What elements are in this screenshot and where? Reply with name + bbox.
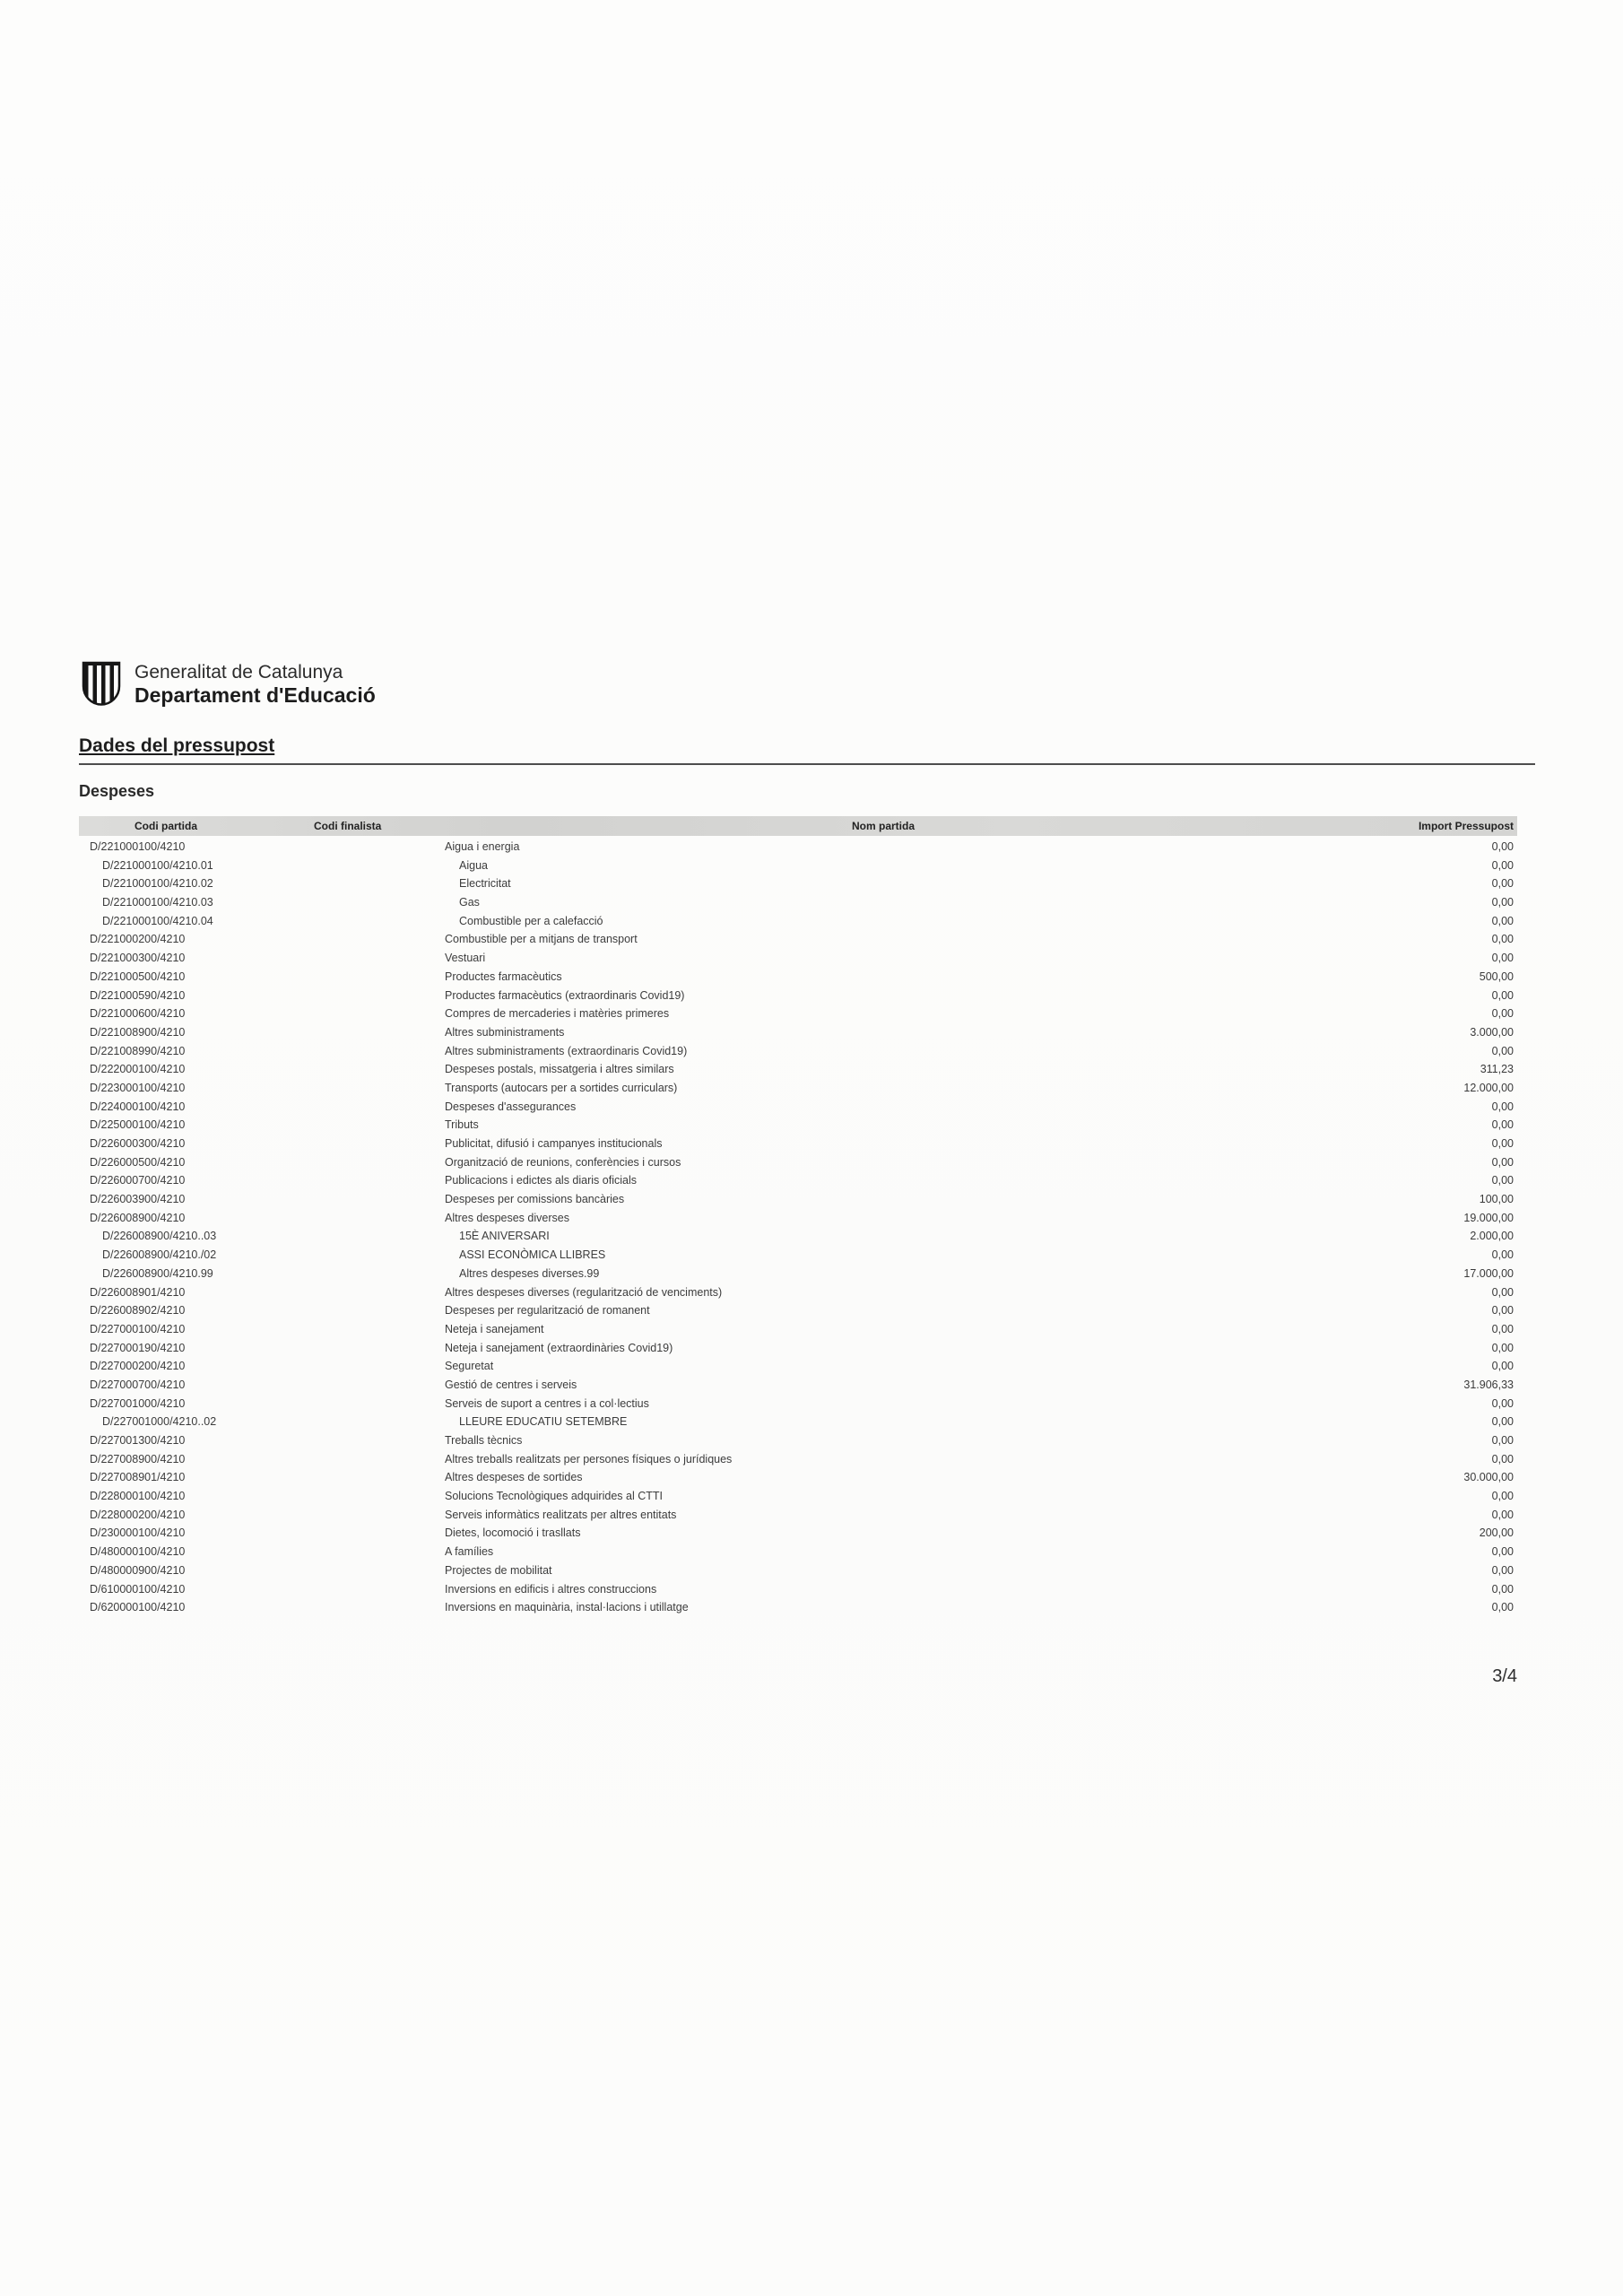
codi-partida-cell: D/221000600/4210	[90, 1007, 186, 1021]
table-row	[79, 1413, 1517, 1431]
import-pressupost-cell: 0,00	[1491, 1360, 1514, 1373]
import-pressupost-cell: 0,00	[1491, 1285, 1514, 1299]
nom-partida-cell: Neteja i sanejament (extraordinàries Covid19)	[445, 1341, 673, 1354]
table-row	[79, 912, 1517, 931]
import-pressupost-cell: 0,00	[1491, 1545, 1514, 1559]
nom-partida-cell: Inversions en edificis i altres construccions	[445, 1582, 657, 1596]
nom-partida-cell: Aigua	[459, 858, 488, 872]
import-pressupost-cell: 0,00	[1491, 840, 1514, 853]
import-pressupost-cell: 0,00	[1491, 1601, 1514, 1614]
table-row	[79, 1098, 1517, 1117]
nom-partida-cell: Despeses per regularització de romanent	[445, 1304, 650, 1318]
page-number: 3/4	[1492, 1666, 1517, 1686]
table-row	[79, 1376, 1517, 1395]
import-pressupost-cell: 0,00	[1491, 896, 1514, 909]
nom-partida-cell: Altres despeses diverses (regularització de venciments)	[445, 1285, 723, 1299]
table-row	[79, 1524, 1517, 1543]
codi-partida-cell: D/224000100/4210	[90, 1100, 186, 1113]
import-pressupost-cell: 200,00	[1479, 1526, 1514, 1540]
col-header-codi-finalista: Codi finalista	[314, 820, 382, 832]
table-row	[79, 930, 1517, 949]
import-pressupost-cell: 0,00	[1491, 1563, 1514, 1577]
import-pressupost-cell: 0,00	[1491, 1322, 1514, 1335]
import-pressupost-cell: 30.000,00	[1463, 1471, 1514, 1484]
codi-partida-cell: D/227008901/4210	[90, 1471, 186, 1484]
codi-partida-cell: D/230000100/4210	[90, 1526, 186, 1540]
nom-partida-cell: Dietes, locomoció i trasllats	[445, 1526, 581, 1540]
table-row	[79, 838, 1517, 857]
table-rows	[79, 836, 1517, 1617]
table-row	[79, 1023, 1517, 1042]
nom-partida-cell: Serveis de suport a centres i a col·lectius	[445, 1396, 649, 1410]
nom-partida-cell: Projectes de mobilitat	[445, 1563, 552, 1577]
table-row	[79, 1487, 1517, 1506]
nom-partida-cell: Publicitat, difusió i campanyes institucionals	[445, 1137, 663, 1150]
import-pressupost-cell: 0,00	[1491, 1490, 1514, 1503]
table-row	[79, 1209, 1517, 1228]
section-title-rule	[79, 735, 1535, 765]
codi-partida-cell: D/221000100/4210.01	[102, 858, 213, 872]
codi-partida-cell: D/227008900/4210	[90, 1452, 186, 1465]
import-pressupost-cell: 0,00	[1491, 1508, 1514, 1521]
codi-partida-cell: D/221000200/4210	[90, 933, 186, 946]
import-pressupost-cell: 0,00	[1491, 1100, 1514, 1113]
import-pressupost-cell: 0,00	[1491, 952, 1514, 965]
table-row	[79, 1543, 1517, 1561]
codi-partida-cell: D/226008900/4210..03	[102, 1230, 217, 1243]
table-row	[79, 1506, 1517, 1525]
table-row	[79, 1395, 1517, 1413]
codi-partida-cell: D/221008900/4210	[90, 1025, 186, 1039]
codi-partida-cell: D/480000100/4210	[90, 1545, 186, 1559]
nom-partida-cell: Neteja i sanejament	[445, 1322, 544, 1335]
import-pressupost-cell: 31.906,33	[1463, 1378, 1514, 1391]
table-row	[79, 1301, 1517, 1320]
codi-partida-cell: D/226008900/4210.99	[102, 1266, 213, 1280]
codi-partida-cell: D/226008900/4210./02	[102, 1248, 217, 1262]
codi-partida-cell: D/480000900/4210	[90, 1563, 186, 1577]
import-pressupost-cell: 0,00	[1491, 1341, 1514, 1354]
nom-partida-cell: Altres despeses diverses.99	[459, 1266, 600, 1280]
codi-partida-cell: D/227000190/4210	[90, 1341, 186, 1354]
table-row	[79, 857, 1517, 875]
codi-partida-cell: D/227000100/4210	[90, 1322, 186, 1335]
table-row	[79, 1450, 1517, 1469]
nom-partida-cell: Combustible per a calefacció	[459, 914, 603, 927]
import-pressupost-cell: 311,23	[1480, 1063, 1514, 1076]
import-pressupost-cell: 0,00	[1491, 877, 1514, 891]
table-row	[79, 1561, 1517, 1580]
codi-partida-cell: D/226000500/4210	[90, 1155, 186, 1169]
table-row	[79, 1246, 1517, 1265]
nom-partida-cell: Seguretat	[445, 1360, 494, 1373]
nom-partida-cell: Electricitat	[459, 877, 511, 891]
section-title: Dades del pressupost	[79, 735, 275, 756]
nom-partida-cell: Aigua i energia	[445, 840, 520, 853]
table-row	[79, 1431, 1517, 1450]
import-pressupost-cell: 0,00	[1491, 1007, 1514, 1021]
nom-partida-cell: A famílies	[445, 1545, 494, 1559]
codi-partida-cell: D/620000100/4210	[90, 1601, 186, 1614]
codi-partida-cell: D/226000700/4210	[90, 1174, 186, 1187]
table-row	[79, 949, 1517, 968]
nom-partida-cell: Serveis informàtics realitzats per altres entitats	[445, 1508, 677, 1521]
table-row	[79, 968, 1517, 987]
table-row	[79, 1116, 1517, 1135]
table-row	[79, 1468, 1517, 1487]
col-header-nom-partida: Nom partida	[852, 820, 916, 832]
nom-partida-cell: Solucions Tecnològiques adquirides al CTTI	[445, 1490, 663, 1503]
table-row	[79, 987, 1517, 1005]
import-pressupost-cell: 100,00	[1479, 1193, 1514, 1206]
import-pressupost-cell: 0,00	[1491, 1415, 1514, 1429]
codi-partida-cell: D/226003900/4210	[90, 1193, 186, 1206]
nom-partida-cell: LLEURE EDUCATIU SETEMBRE	[459, 1415, 628, 1429]
nom-partida-cell: Productes farmacèutics (extraordinaris Covid19)	[445, 988, 685, 1002]
table-header	[79, 816, 1517, 836]
nom-partida-cell: 15È ANIVERSARI	[459, 1230, 550, 1243]
codi-partida-cell: D/222000100/4210	[90, 1063, 186, 1076]
table-row	[79, 1135, 1517, 1153]
codi-partida-cell: D/227001000/4210	[90, 1396, 186, 1410]
nom-partida-cell: Tributs	[445, 1118, 479, 1132]
table-row	[79, 1320, 1517, 1339]
codi-partida-cell: D/227000200/4210	[90, 1360, 186, 1373]
import-pressupost-cell: 0,00	[1491, 1137, 1514, 1150]
import-pressupost-cell: 0,00	[1491, 1582, 1514, 1596]
codi-partida-cell: D/221000100/4210.02	[102, 877, 213, 891]
codi-partida-cell: D/226008901/4210	[90, 1285, 186, 1299]
dept-name: Departament d'Educació	[135, 683, 376, 707]
import-pressupost-cell: 0,00	[1491, 1155, 1514, 1169]
import-pressupost-cell: 0,00	[1491, 988, 1514, 1002]
nom-partida-cell: Despeses postals, missatgeria i altres similars	[445, 1063, 674, 1076]
codi-partida-cell: D/227001300/4210	[90, 1434, 186, 1447]
import-pressupost-cell: 12.000,00	[1463, 1081, 1514, 1094]
import-pressupost-cell: 0,00	[1491, 858, 1514, 872]
table-row	[79, 1265, 1517, 1283]
table-row	[79, 1357, 1517, 1376]
nom-partida-cell: Altres subministraments	[445, 1025, 565, 1039]
codi-partida-cell: D/221000300/4210	[90, 952, 186, 965]
codi-partida-cell: D/227001000/4210..02	[102, 1415, 217, 1429]
table-row	[79, 1339, 1517, 1358]
nom-partida-cell: Publicacions i edictes als diaris oficials	[445, 1174, 637, 1187]
col-header-codi-partida: Codi partida	[135, 820, 198, 832]
codi-partida-cell: D/221000500/4210	[90, 970, 186, 983]
nom-partida-cell: Productes farmacèutics	[445, 970, 562, 983]
table-row	[79, 1227, 1517, 1246]
table-row	[79, 1153, 1517, 1172]
table-row	[79, 1171, 1517, 1190]
nom-partida-cell: Altres despeses de sortides	[445, 1471, 583, 1484]
nom-partida-cell: Organització de reunions, conferències i cursos	[445, 1155, 681, 1169]
codi-partida-cell: D/225000100/4210	[90, 1118, 186, 1132]
table-row	[79, 1079, 1517, 1098]
codi-partida-cell: D/221000100/4210.04	[102, 914, 213, 927]
codi-partida-cell: D/228000200/4210	[90, 1508, 186, 1521]
codi-partida-cell: D/226008902/4210	[90, 1304, 186, 1318]
import-pressupost-cell: 17.000,00	[1463, 1266, 1514, 1280]
table-row	[79, 1042, 1517, 1061]
import-pressupost-cell: 0,00	[1491, 1434, 1514, 1447]
subsection-title: Despeses	[79, 782, 155, 800]
import-pressupost-cell: 0,00	[1491, 914, 1514, 927]
col-header-import-pressupost: Import Pressupost	[1418, 820, 1514, 832]
import-pressupost-cell: 19.000,00	[1463, 1211, 1514, 1224]
nom-partida-cell: Despeses d'assegurances	[445, 1100, 577, 1113]
org-name: Generalitat de Catalunya	[135, 662, 343, 683]
import-pressupost-cell: 0,00	[1491, 1118, 1514, 1132]
codi-partida-cell: D/221008990/4210	[90, 1044, 186, 1057]
nom-partida-cell: Altres despeses diverses	[445, 1211, 569, 1224]
table-row	[79, 874, 1517, 893]
nom-partida-cell: Treballs tècnics	[445, 1434, 523, 1447]
nom-partida-cell: ASSI ECONÒMICA LLIBRES	[459, 1248, 606, 1262]
import-pressupost-cell: 500,00	[1479, 970, 1514, 983]
import-pressupost-cell: 3.000,00	[1470, 1025, 1514, 1039]
nom-partida-cell: Altres subministraments (extraordinaris Covid19)	[445, 1044, 688, 1057]
import-pressupost-cell: 0,00	[1491, 1452, 1514, 1465]
table-row	[79, 1283, 1517, 1302]
nom-partida-cell: Despeses per comissions bancàries	[445, 1193, 625, 1206]
table-row	[79, 1004, 1517, 1023]
codi-partida-cell: D/221000100/4210.03	[102, 896, 213, 909]
import-pressupost-cell: 0,00	[1491, 1396, 1514, 1410]
codi-partida-cell: D/223000100/4210	[90, 1081, 186, 1094]
codi-partida-cell: D/227000700/4210	[90, 1378, 186, 1391]
table-row	[79, 1060, 1517, 1079]
table-row	[79, 893, 1517, 912]
nom-partida-cell: Gestió de centres i serveis	[445, 1378, 577, 1391]
nom-partida-cell: Gas	[459, 896, 480, 909]
codi-partida-cell: D/226000300/4210	[90, 1137, 186, 1150]
generalitat-shield-icon	[79, 660, 124, 707]
codi-partida-cell: D/226008900/4210	[90, 1211, 186, 1224]
import-pressupost-cell: 0,00	[1491, 1304, 1514, 1318]
nom-partida-cell: Vestuari	[445, 952, 486, 965]
letterhead	[79, 660, 376, 708]
import-pressupost-cell: 0,00	[1491, 1174, 1514, 1187]
import-pressupost-cell: 0,00	[1491, 1248, 1514, 1262]
nom-partida-cell: Transports (autocars per a sortides curriculars)	[445, 1081, 678, 1094]
import-pressupost-cell: 2.000,00	[1470, 1230, 1514, 1243]
nom-partida-cell: Altres treballs realitzats per persones físiques o jurídiques	[445, 1452, 733, 1465]
table-row	[79, 1598, 1517, 1617]
org-text-block	[135, 660, 376, 708]
nom-partida-cell: Inversions en maquinària, instal·lacions i utillatge	[445, 1601, 689, 1614]
import-pressupost-cell: 0,00	[1491, 933, 1514, 946]
nom-partida-cell: Combustible per a mitjans de transport	[445, 933, 638, 946]
table-row	[79, 1190, 1517, 1209]
import-pressupost-cell: 0,00	[1491, 1044, 1514, 1057]
nom-partida-cell: Compres de mercaderies i matèries primeres	[445, 1007, 670, 1021]
codi-partida-cell: D/221000590/4210	[90, 988, 186, 1002]
budget-table	[79, 816, 1517, 1617]
codi-partida-cell: D/221000100/4210	[90, 840, 186, 853]
codi-partida-cell: D/228000100/4210	[90, 1490, 186, 1503]
table-row	[79, 1580, 1517, 1599]
codi-partida-cell: D/610000100/4210	[90, 1582, 186, 1596]
